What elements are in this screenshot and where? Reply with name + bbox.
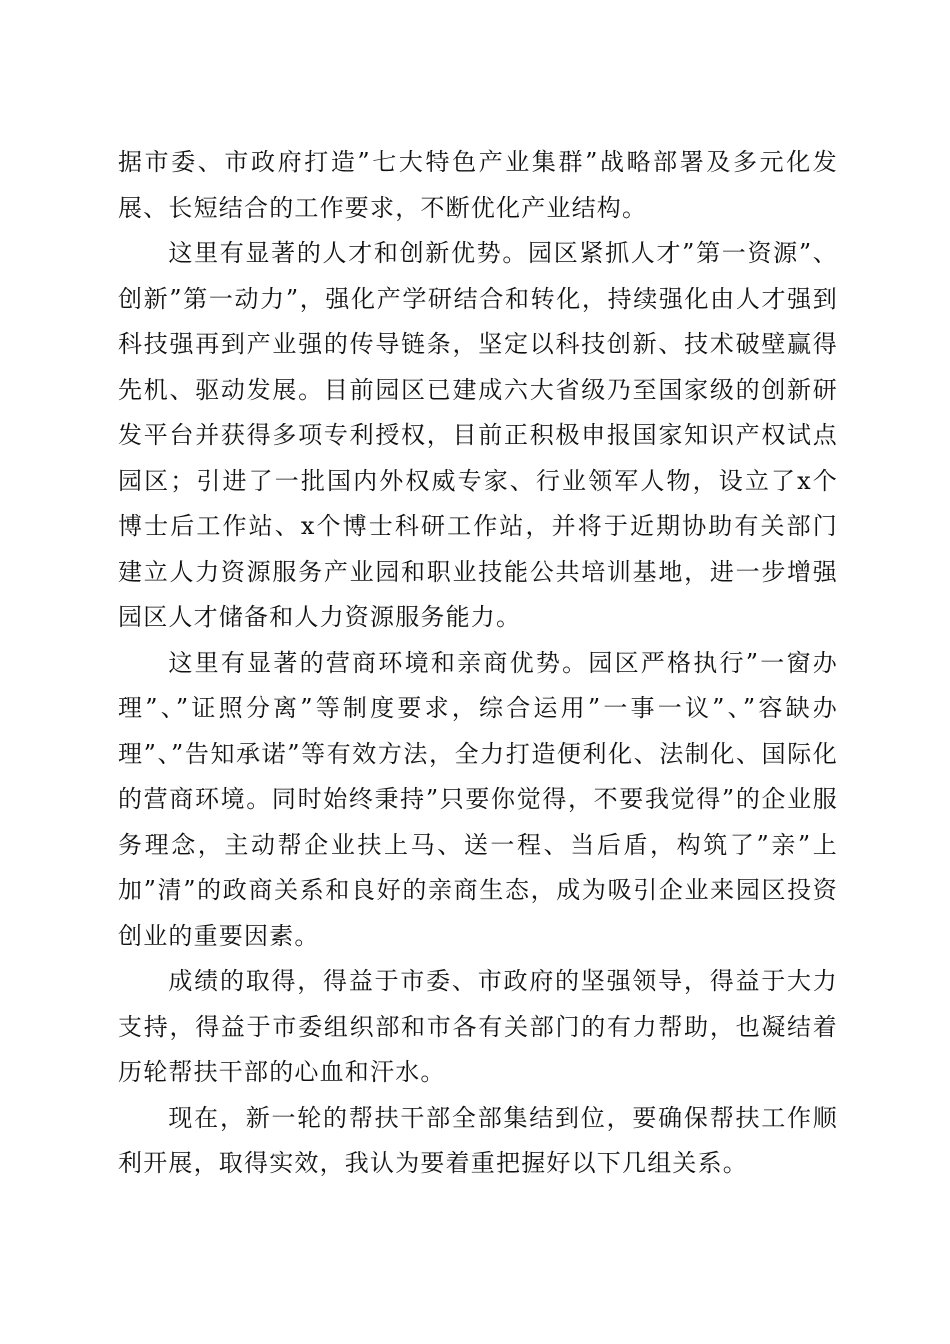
paragraph-new-round: 现在，新一轮的帮扶干部全部集结到位，要确保帮扶工作顺利开展，取得实效，我认为要着重把握好以下几组关系。 — [118, 1103, 838, 1177]
paragraph-talent-innovation: 这里有显著的人才和创新优势。园区紧抓人才”第一资源”、创新”第一动力”，强化产学研结合和转化，持续强化由人才强到科技强再到产业强的传导链条，坚定以科技创新、技术破壁赢得先机、驱动发展。目前园区已建成六大省级乃至国家级的创新研发平台并获得多项专利授权，目前正积极申报国家知识产权试点园区；引进了一批国内外权威专家、行业领军人物，设立了x个博士后工作站、x个博士科研工作站，并将于近期协助有关部门建立人力资源服务产业园和职业技能公共培训基地，进一步增强园区人才储备和人力资源服务能力。 — [118, 239, 838, 631]
document-body — [118, 140, 838, 1187]
paragraph-business-environment: 这里有显著的营商环境和亲商优势。园区严格执行”一窗办理”、”证照分离”等制度要求，综合运用”一事一议”、”容缺办理”、”告知承诺”等有效方法，全力打造便利化、法制化、国际化的营商环境。同时始终秉持”只要你觉得，不要我觉得”的企业服务理念，主动帮企业扶上马、送一程、当后盾，构筑了”亲”上加”清”的政商关系和良好的亲商生态，成为吸引企业来园区投资创业的重要因素。 — [118, 648, 838, 950]
paragraph-continuation: 据市委、市政府打造”七大特色产业集群”战略部署及多元化发展、长短结合的工作要求，不断优化产业结构。 — [118, 148, 838, 222]
paragraph-achievements: 成绩的取得，得益于市委、市政府的坚强领导，得益于大力支持，得益于市委组织部和市各有关部门的有力帮助，也凝结着历轮帮扶干部的心血和汗水。 — [118, 967, 838, 1086]
